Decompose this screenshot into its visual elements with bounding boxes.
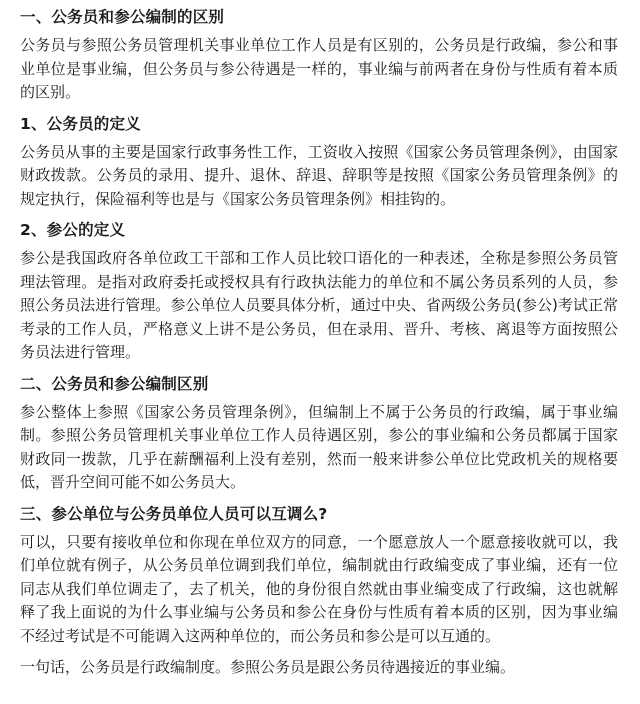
paragraph: 公务员与参照公务员管理机关事业单位工作人员是有区别的，公务员是行政编，参公和事业单位是事业编，但公务员与参公待遇是一样的，事业编与前两者在身份与性质有着本质的区别。 [20,36,618,101]
section-heading: 三、参公单位与公务员单位人员可以互调么? [20,504,328,523]
section-heading: 二、公务员和参公编制区别 [20,374,209,393]
paragraph: 参公是我国政府各单位政工干部和工作人员比较口语化的一种表述，全称是参照公务员管理法管理。是指对政府委托或授权具有行政执法能力的单位和不属公务员系列的人员，参照公务员法进行管理。参公单位人员要具体分析，通过中央、省两级公务员(参公)考试正常考录的工作人员，严格意义上讲不是公务员，但在录用、晋升、考核、离退等方面按照公务员法进行管理。 [20,249,618,361]
section-heading: 1、公务员的定义 [20,114,141,133]
paragraph: 公务员从事的主要是国家行政事务性工作，工资收入按照《国家公务员管理条例》，由国家财政拨款。公务员的录用、提升、退休、辞退、辞职等是按照《国家公务员管理条例》的规定执行，保险福利等也是与《国家公务员管理条例》相挂钩的。 [20,142,618,208]
paragraph: 参公整体上参照《国家公务员管理条例》，但编制上不属于公务员的行政编，属于事业编制。参照公务员管理机关事业单位工作人员待遇区别，参公的事业编和公务员都属于国家财政同一拨款，几乎在薪酬福利上没有差别，然而一般来讲参公单位比党政机关的规格要低，晋升空间可能不如公务员大。 [20,402,618,491]
section-heading: 2、参公的定义 [20,221,126,239]
section-heading: 一、公务员和参公编制的区别 [20,8,225,26]
paragraph: 可以，只要有接收单位和你现在单位双方的同意，一个愿意放人一个愿意接收就可以，我们单位就有例子，从公务员单位调到我们单位，编制就由行政编变成了事业编，还有一位同志从我们单位调走了，去了机关，他的身份很自然就由事业编变成了行政编，这也就解释了我上面说的为什么事业编与公务员和参公在身份与性质有着本质的区别，因为事业编不经过考试是不可能调入这两种单位的，而公务员和参公是可以互通的。 [20,532,618,645]
paragraph: 一句话，公务员是行政编制度。参照公务员是跟公务员待遇接近的事业编。 [20,658,516,676]
